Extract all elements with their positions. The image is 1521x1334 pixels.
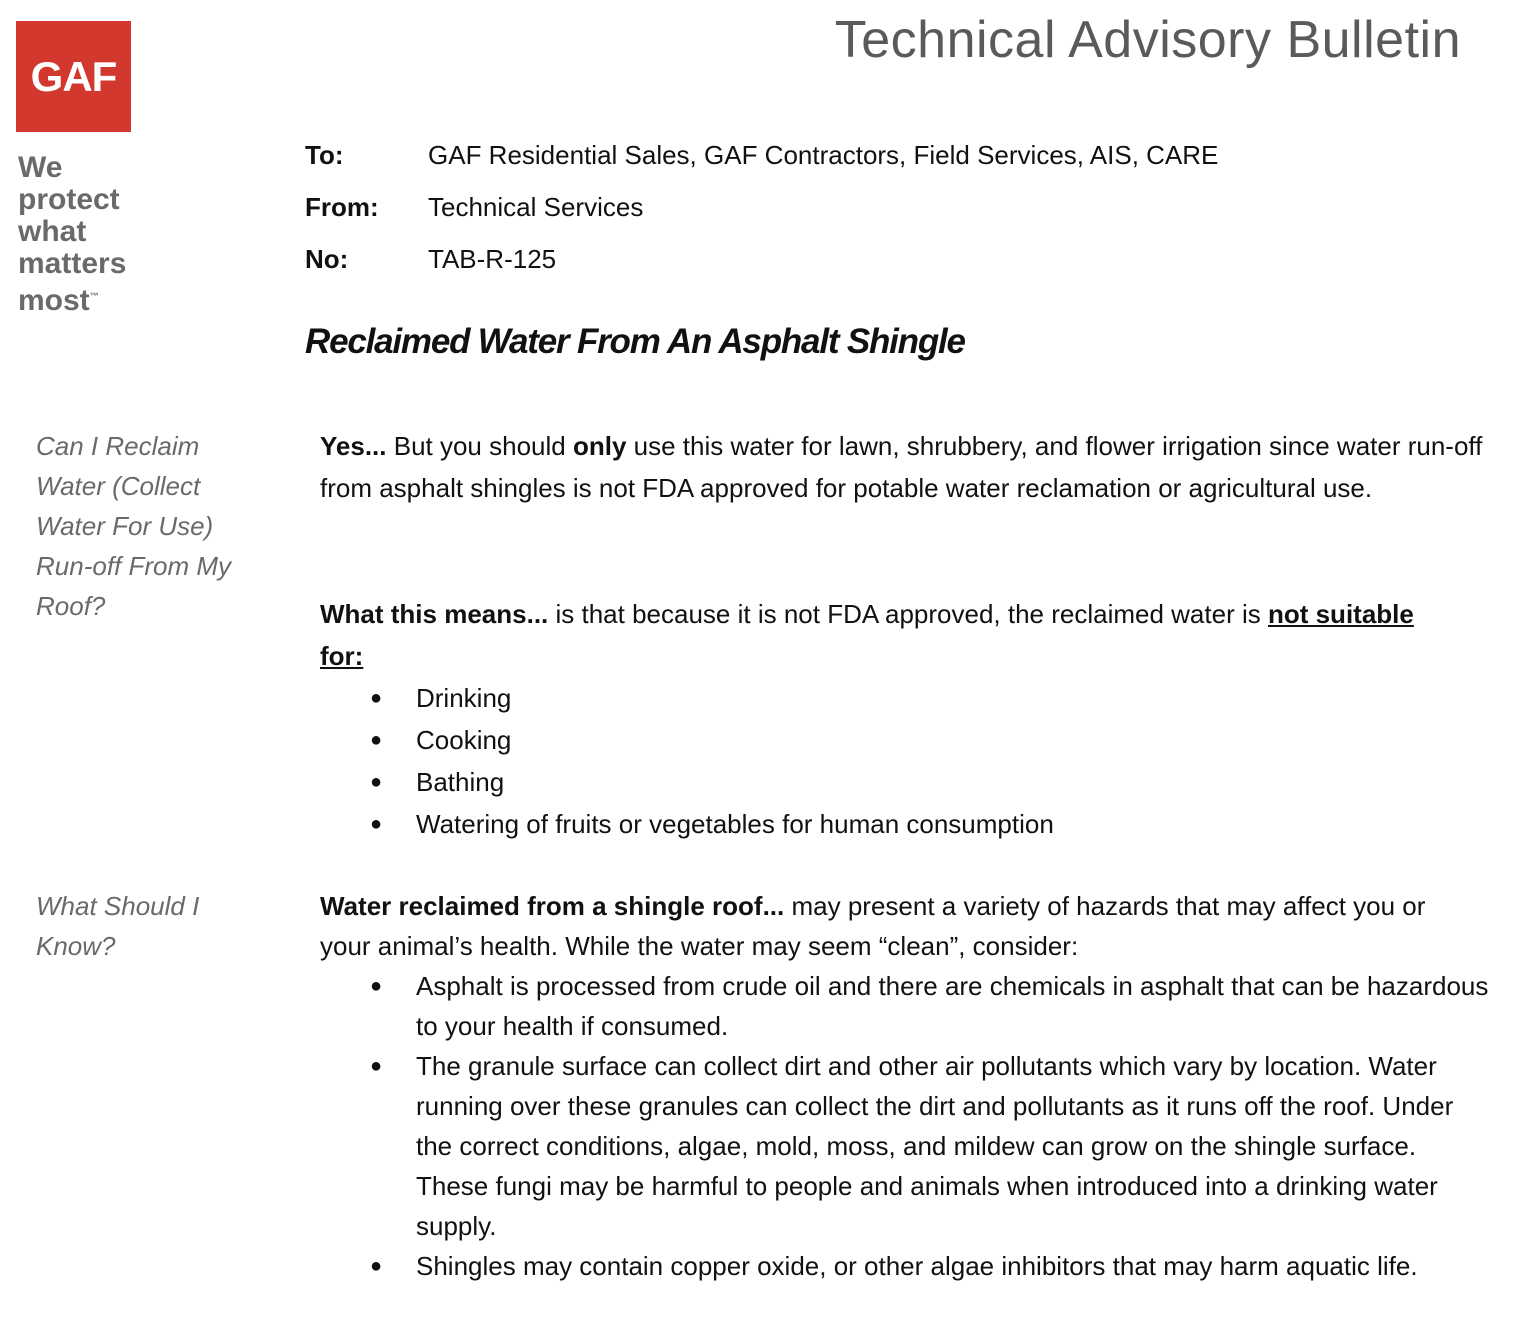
list-item: ● Drinking <box>320 677 1054 719</box>
means-lead: What this means... <box>320 599 549 629</box>
no-label: No: <box>305 244 349 274</box>
to-value: GAF Residential Sales, GAF Contractors, Field Services, AIS, CARE <box>428 140 1219 170</box>
tagline-line-last <box>18 280 148 317</box>
logo-text: GAF <box>30 52 117 100</box>
section2-question <box>36 886 276 966</box>
answer-lead: Yes... <box>320 431 387 461</box>
subject-heading: Reclaimed Water From An Asphalt Shingle <box>305 322 965 361</box>
list-item: ● Shingles may contain copper oxide, or other algae inhibitors that may harm aquatic life. <box>320 1246 1495 1286</box>
tagline-line: matters <box>18 247 127 280</box>
to-label: To: <box>305 140 344 170</box>
paragraph-text: But you should <box>386 431 573 461</box>
paragraph-text: use this water for lawn, shrubbery, and flower irrigation since water run-off from asphalt shingles is not FDA approved for potable water reclamation or agricultural use. <box>320 431 1483 503</box>
section1-question <box>36 426 276 626</box>
question-line: What Should I <box>36 891 200 921</box>
tagline-line: protect <box>18 183 120 216</box>
gaf-logo <box>16 21 131 132</box>
paragraph-text: is that because it is not FDA approved, the reclaimed water is <box>548 599 1268 629</box>
emphasis-only: only <box>572 431 627 461</box>
list-item: ● The granule surface can collect dirt and other air pollutants which vary by location. Water running over these granules can collect the dirt and pollutants as it runs off the roof. Under the correct conditions, algae, mold, moss, and mildew can grow on the shingle surface. These fungi may be harmful to people and animals when introduced into a drinking water supply. <box>320 1046 1495 1246</box>
section1-paragraph-1 <box>320 425 1490 509</box>
section2-paragraph <box>320 886 1470 966</box>
from-value: Technical Services <box>428 192 644 222</box>
list-item: ● Asphalt is processed from crude oil and there are chemicals in asphalt that can be hazardous to your health if consumed. <box>320 966 1495 1046</box>
question-line: Water For Use) <box>36 511 214 541</box>
trademark-symbol: ™ <box>89 291 99 301</box>
tagline-word: most <box>18 284 90 317</box>
from-label: From: <box>305 192 379 222</box>
paragraph-text: may present a variety of hazards that may affect you or your animal’s health. While the water may seem “clean”, consider: <box>320 891 1426 961</box>
question-line: Can I Reclaim <box>36 431 200 461</box>
question-line: Roof? <box>36 591 106 621</box>
document-title: Technical Advisory Bulletin <box>834 11 1461 69</box>
section1-paragraph-2 <box>320 593 1420 677</box>
tagline-line: We <box>18 151 63 184</box>
question-line: Water (Collect <box>36 471 201 501</box>
question-line: Run-off From My <box>36 551 232 581</box>
no-value: TAB-R-125 <box>428 244 557 274</box>
not-suitable-underline: not suitable for: <box>320 599 1414 671</box>
not-suitable-list <box>320 677 1054 845</box>
hazards-list <box>320 966 1495 1286</box>
tagline-line: what <box>18 215 87 248</box>
question-line: Know? <box>36 931 116 961</box>
tagline <box>18 152 148 317</box>
list-item: ● Bathing <box>320 761 1054 803</box>
list-item: ● Watering of fruits or vegetables for human consumption <box>320 803 1054 845</box>
list-item: ● Cooking <box>320 719 1054 761</box>
water-reclaimed-lead: Water reclaimed from a shingle roof... <box>320 891 785 921</box>
